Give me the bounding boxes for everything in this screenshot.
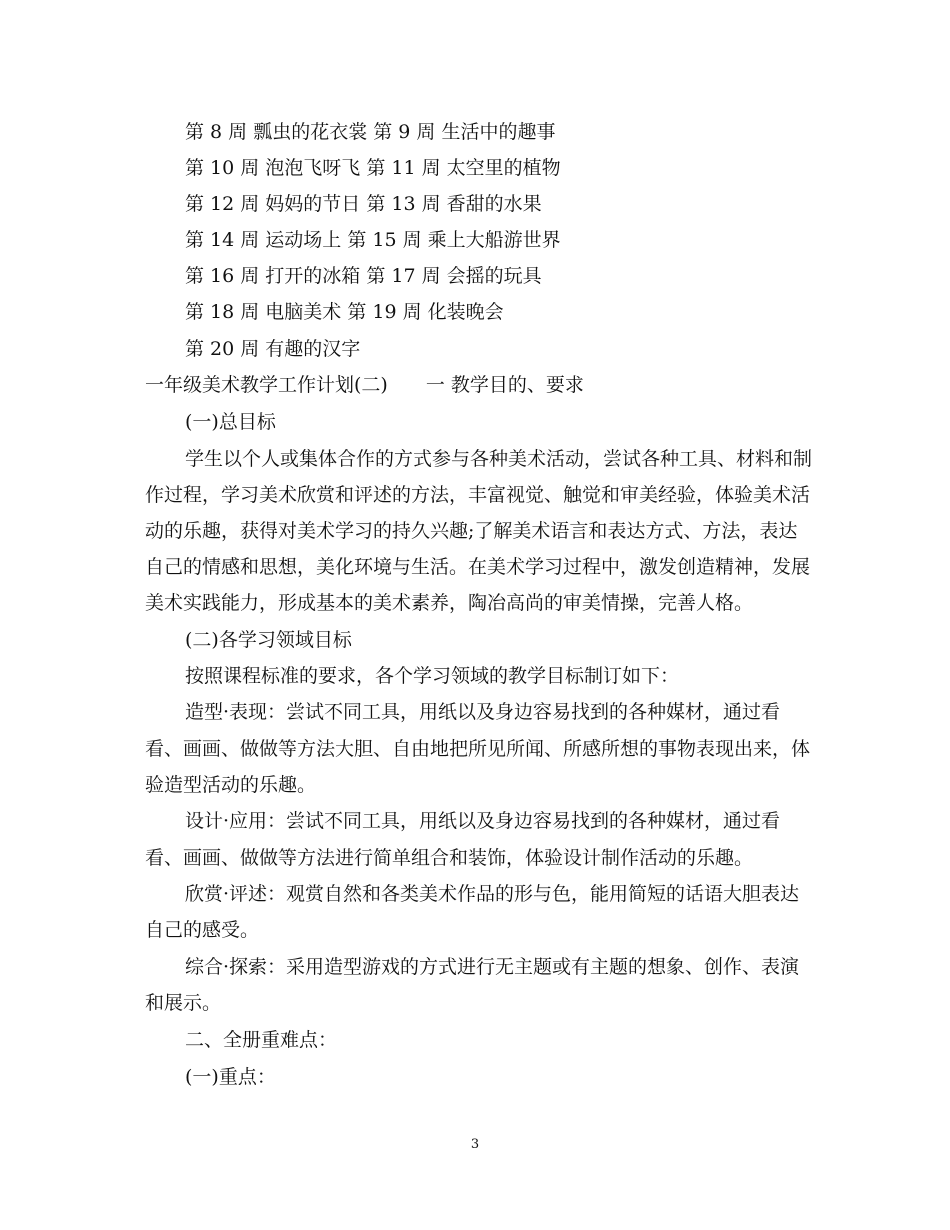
schedule-line-week-12-13: 第 12 周 妈妈的节日 第 13 周 香甜的水果 (185, 193, 542, 215)
subheading-focus: (一)重点： (185, 1066, 276, 1088)
paragraph-line: 自己的感受。 (145, 919, 260, 941)
subheading-overall-goal: (一)总目标 (185, 411, 276, 433)
paragraph-line: 和展示。 (145, 992, 222, 1014)
paragraph-line: 欣赏·评述：观赏自然和各类美术作品的形与色，能用简短的话语大胆表达 (185, 883, 800, 905)
schedule-line-week-16-17: 第 16 周 打开的冰箱 第 17 周 会摇的玩具 (185, 265, 542, 287)
paragraph-line: 设计·应用：尝试不同工具，用纸以及身边容易找到的各种媒材，通过看 (185, 810, 781, 832)
schedule-line-week-18-19: 第 18 周 电脑美术 第 19 周 化装晚会 (185, 301, 504, 323)
section-heading-key-points: 二、全册重难点： (185, 1029, 338, 1051)
schedule-line-week-20: 第 20 周 有趣的汉字 (185, 338, 361, 360)
schedule-line-week-8-9: 第 8 周 瓢虫的花衣裳 第 9 周 生活中的趣事 (185, 121, 556, 143)
paragraph-line: 动的乐趣，获得对美术学习的持久兴趣;了解美术语言和表达方式、方法，表达 (145, 520, 798, 542)
schedule-line-week-14-15: 第 14 周 运动场上 第 15 周 乘上大船游世界 (185, 229, 561, 251)
paragraph-line: 作过程，学习美术欣赏和评述的方法，丰富视觉、触觉和审美经验，体验美术活 (145, 484, 811, 506)
subheading-domain-goals: (二)各学习领域目标 (185, 629, 352, 651)
schedule-line-week-10-11: 第 10 周 泡泡飞呀飞 第 11 周 太空里的植物 (185, 157, 561, 179)
paragraph-line: 造型·表现：尝试不同工具，用纸以及身边容易找到的各种媒材，通过看 (185, 701, 781, 723)
paragraph-line: 综合·探索：采用造型游戏的方式进行无主题或有主题的想象、创作、表演 (185, 956, 800, 978)
page-number: 3 (470, 1137, 480, 1152)
paragraph-line: 学生以个人或集体合作的方式参与各种美术活动，尝试各种工具、材料和制 (185, 448, 813, 470)
paragraph-line: 验造型活动的乐趣。 (145, 774, 317, 796)
paragraph-line: 美术实践能力，形成基本的美术素养，陶冶高尚的审美情操，完善人格。 (145, 592, 754, 614)
paragraph-line: 自己的情感和思想，美化环境与生活。在美术学习过程中，激发创造精神，发展 (145, 556, 811, 578)
paragraph-line: 看、画画、做做等方法大胆、自由地把所见所闻、所感所想的事物表现出来，体 (145, 738, 811, 760)
paragraph-line: 看、画画、做做等方法进行简单组合和装饰，体验设计制作活动的乐趣。 (145, 847, 754, 869)
paragraph-line: 按照课程标准的要求，各个学习领域的教学目标制订如下： (185, 665, 680, 687)
section-heading-plan-two: 一年级美术教学工作计划(二) 一 教学目的、要求 (145, 374, 584, 396)
